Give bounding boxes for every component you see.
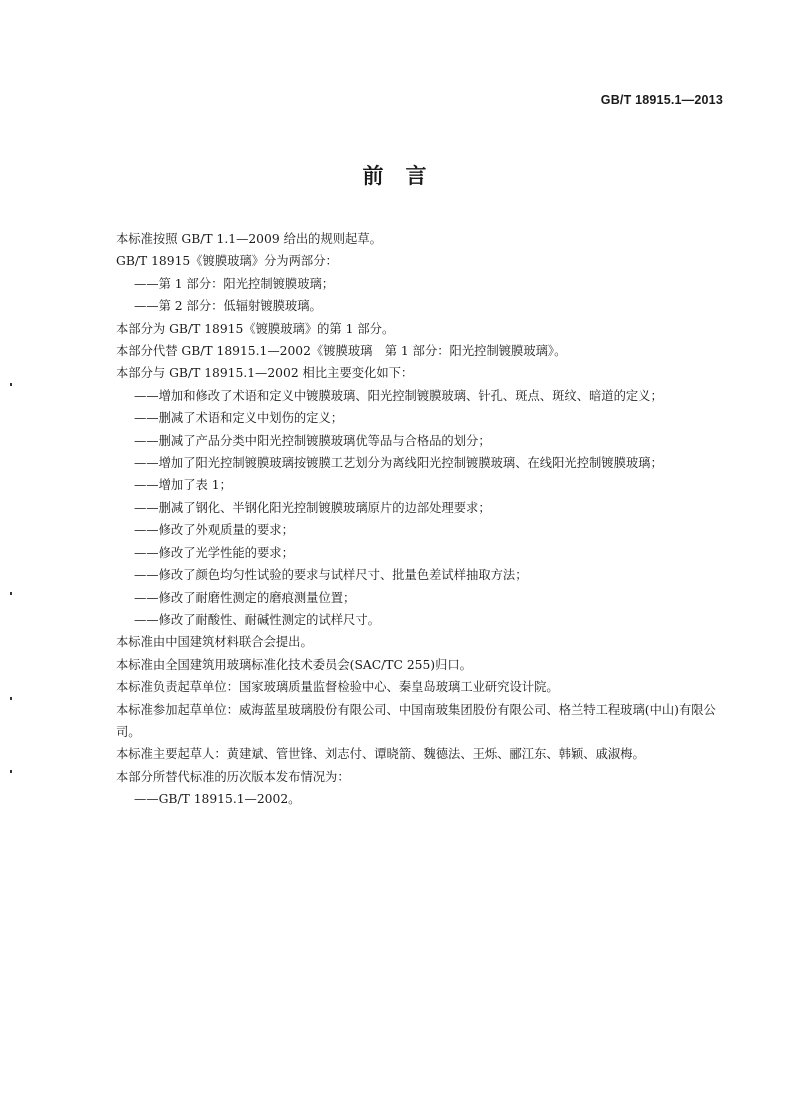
list-item-change-4: ——增加了阳光控制镀膜玻璃按镀膜工艺划分为离线阳光控制镀膜玻璃、在线阳光控制镀膜玻璃；	[134, 456, 663, 471]
list-item-change-6: ——删减了钢化、半钢化阳光控制镀膜玻璃原片的边部处理要求；	[134, 500, 491, 515]
paragraph-this-part: 本部分为 GB/T 18915《镀膜玻璃》的第 1 部分。	[116, 321, 395, 336]
scan-mark	[10, 592, 12, 595]
list-item-change-1: ——增加和修改了术语和定义中镀膜玻璃、阳光控制镀膜玻璃、针孔、斑点、斑纹、暗道的定义；	[134, 388, 663, 403]
page-title: 前言	[362, 164, 449, 188]
list-item-part-1: ——第 1 部分：阳光控制镀膜玻璃；	[134, 276, 335, 291]
foreword-body	[116, 228, 728, 811]
list-item-part-2: ——第 2 部分：低辐射镀膜玻璃。	[134, 299, 322, 314]
paragraph-replaces: 本部分代替 GB/T 18915.1—2002《镀膜玻璃 第 1 部分：阳光控制镀膜玻璃》。	[116, 344, 567, 359]
paragraph-history-intro: 本部分所替代标准的历次版本发布情况为：	[116, 769, 350, 784]
list-item-history-1: ——GB/T 18915.1—2002。	[134, 792, 301, 807]
paragraph-changes-intro: 本部分与 GB/T 18915.1—2002 相比主要变化如下：	[116, 366, 414, 381]
scan-mark	[10, 383, 12, 386]
paragraph-lead-drafters: 本标准负责起草单位：国家玻璃质量监督检验中心、秦皇岛玻璃工业研究设计院。	[116, 680, 559, 695]
list-item-change-7: ——修改了外观质量的要求；	[134, 523, 294, 538]
paragraph-main-authors: 本标准主要起草人：黄建斌、管世锋、刘志付、谭晓箭、魏德法、王烁、郦江东、韩颖、戚淑梅。	[116, 747, 645, 762]
paragraph-parts-intro: GB/T 18915《镀膜玻璃》分为两部分：	[116, 254, 338, 269]
scan-mark	[10, 770, 12, 773]
standard-number: GB/T 18915.1—2013	[600, 93, 723, 107]
paragraph-participating-drafters: 本标准参加起草单位：威海蓝星玻璃股份有限公司、中国南玻集团股份有限公司、格兰特工程玻璃(中山)有限公司。	[116, 702, 716, 739]
paragraph-proposed-by: 本标准由中国建筑材料联合会提出。	[116, 635, 313, 650]
list-item-change-2: ——删减了术语和定义中划伤的定义；	[134, 411, 344, 426]
scan-mark	[10, 697, 12, 700]
list-item-change-9: ——修改了颜色均匀性试验的要求与试样尺寸、批量色差试样抽取方法；	[134, 568, 528, 583]
list-item-change-8: ——修改了光学性能的要求；	[134, 545, 294, 560]
paragraph-drafting-rules: 本标准按照 GB/T 1.1—2009 给出的规则起草。	[116, 232, 382, 246]
list-item-change-11: ——修改了耐酸性、耐碱性测定的试样尺寸。	[134, 612, 380, 627]
list-item-change-5: ——增加了表 1；	[134, 478, 232, 493]
list-item-change-10: ——修改了耐磨性测定的磨痕测量位置；	[134, 590, 356, 605]
paragraph-administered-by: 本标准由全国建筑用玻璃标准化技术委员会(SAC/TC 255)归口。	[116, 657, 472, 672]
list-item-change-3: ——删减了产品分类中阳光控制镀膜玻璃优等品与合格品的划分；	[134, 433, 491, 448]
